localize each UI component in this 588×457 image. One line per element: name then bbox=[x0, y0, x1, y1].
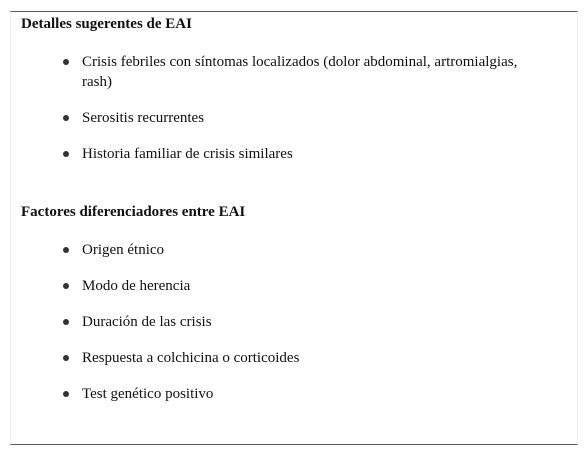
bullet-icon bbox=[63, 59, 69, 65]
list-factores bbox=[61, 240, 541, 404]
list-item-text: Historia familiar de crisis similares bbox=[82, 146, 293, 162]
list-item bbox=[61, 276, 541, 296]
list-item bbox=[61, 52, 541, 92]
list-item bbox=[61, 384, 541, 404]
bullet-icon bbox=[63, 319, 69, 325]
bullet-icon bbox=[63, 115, 69, 121]
list-item-text: Modo de herencia bbox=[82, 278, 191, 294]
section-heading-detalles: Detalles sugerentes de EAI bbox=[21, 16, 192, 32]
list-item-text: Origen étnico bbox=[82, 242, 165, 258]
bullet-icon bbox=[63, 247, 69, 253]
list-item-text: Crisis febriles con síntomas localizados (dolor abdominal, artromialgias, rash) bbox=[82, 54, 518, 90]
list-item-text: Test genético positivo bbox=[82, 386, 214, 402]
content-box bbox=[10, 11, 578, 445]
list-item bbox=[61, 312, 541, 332]
list-item bbox=[61, 348, 541, 368]
list-item-text: Duración de las crisis bbox=[82, 314, 212, 330]
list-item-text: Serositis recurrentes bbox=[82, 110, 205, 126]
list-item bbox=[61, 144, 541, 164]
list-item bbox=[61, 108, 541, 128]
section-heading-factores: Factores diferenciadores entre EAI bbox=[21, 204, 246, 220]
bullet-icon bbox=[63, 391, 69, 397]
list-item-text: Respuesta a colchicina o corticoides bbox=[82, 350, 300, 366]
bullet-icon bbox=[63, 151, 69, 157]
bullet-icon bbox=[63, 355, 69, 361]
list-item bbox=[61, 240, 541, 260]
bullet-icon bbox=[63, 283, 69, 289]
list-detalles bbox=[61, 52, 541, 164]
